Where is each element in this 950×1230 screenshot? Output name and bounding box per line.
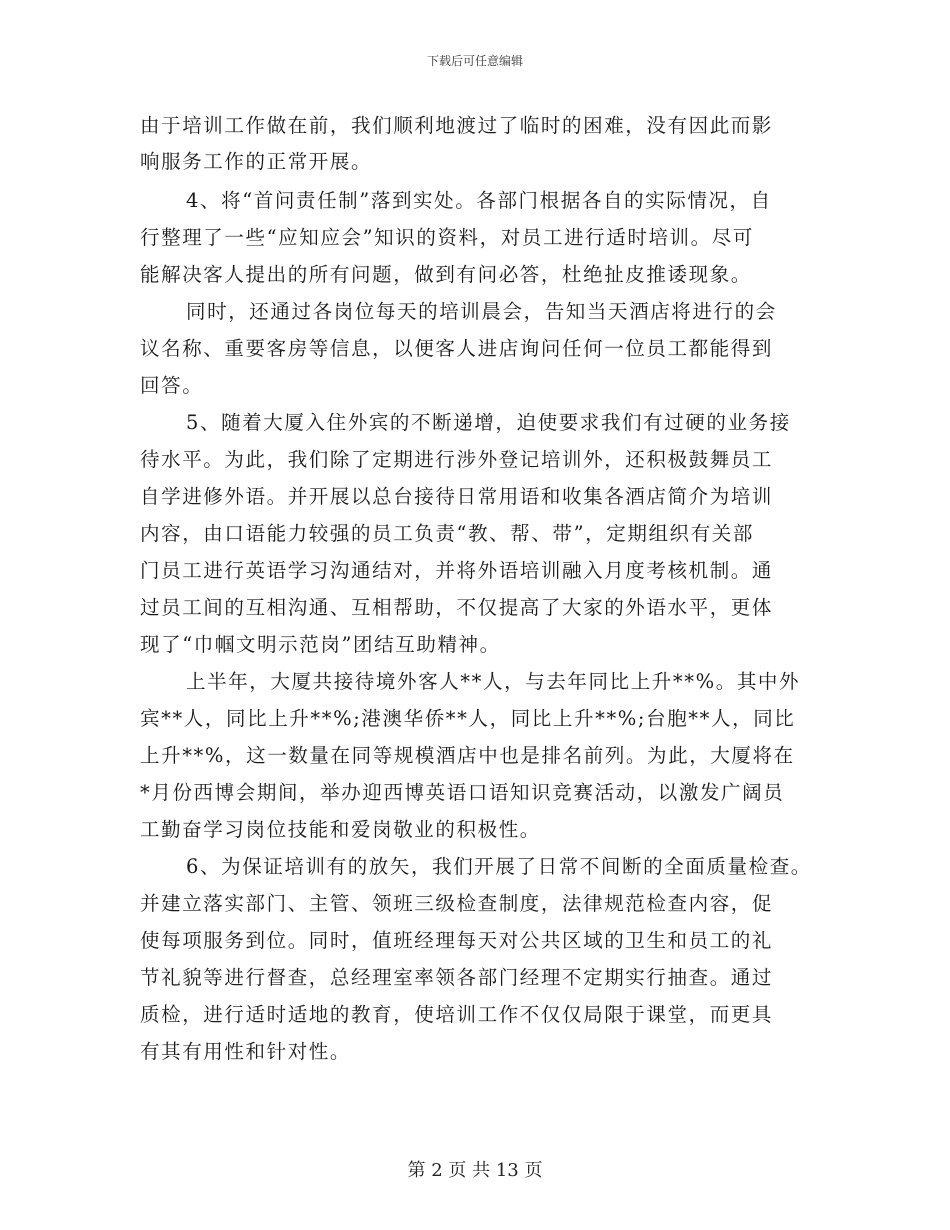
text-line: 节礼貌等进行督查，总经理室率领各部门经理不定期实行抽查。通过 [140, 966, 774, 989]
text-line: 5、随着大厦入住外宾的不断递增，迫使要求我们有过硬的业务接 [186, 411, 791, 434]
text-line: 6、为保证培训有的放矢，我们开展了日常不间断的全面质量检查。 [186, 855, 812, 878]
text-line: 自学进修外语。并开展以总台接待日常用语和收集各酒店简介为培训 [140, 485, 774, 508]
text-line: 现了“巾帼文明示范岗”团结互助精神。 [140, 633, 501, 656]
text-line: 同时，还通过各岗位每天的培训晨会，告知当天酒店将进行的会 [186, 300, 777, 323]
text-line: 待水平。为此，我们除了定期进行涉外登记培训外，还积极鼓舞员工 [140, 448, 774, 471]
text-line: 行整理了一些“应知应会”知识的资料，对员工进行适时培训。尽可 [140, 226, 754, 249]
text-line: *月份西博会期间，举办迎西博英语口语知识竞赛活动，以激发广阔员 [140, 781, 785, 804]
text-line: 响服务工作的正常开展。 [140, 150, 373, 173]
text-line: 过员工间的互相沟通、互相帮助，不仅提高了大家的外语水平，更体 [140, 596, 774, 619]
text-line: 上升**%，这一数量在同等规模酒店中也是排名前列。为此，大厦将在 [140, 744, 795, 767]
page-footer: 第 2 页 共 13 页 [407, 1160, 543, 1181]
text-line: 并建立落实部门、主管、领班三级检查制度，法律规范检查内容，促 [140, 892, 774, 915]
text-line: 使每项服务到位。同时，值班经理每天对公共区域的卫生和员工的礼 [140, 929, 774, 952]
text-line: 工勤奋学习岗位技能和爱岗敬业的积极性。 [140, 818, 541, 841]
text-line: 能解决客人提出的所有问题，做到有问必答，杜绝扯皮推诿现象。 [140, 263, 752, 286]
text-line: 门员工进行英语学习沟通结对，并将外语培训融入月度考核机制。通 [140, 559, 774, 582]
text-line: 宾**人，同比上升**%;港澳华侨**人，同比上升**%;台胞**人，同比 [140, 707, 796, 730]
page-header: 下载后可任意编辑 [426, 54, 523, 68]
text-line: 回答。 [140, 374, 204, 397]
text-line: 议名称、重要客房等信息，以便客人进店询问任何一位员工都能得到 [140, 337, 774, 360]
text-line: 质检，进行适时适地的教育，使培训工作不仅仅局限于课堂，而更具 [140, 1003, 774, 1026]
text-line: 有其有用性和针对性。 [140, 1040, 352, 1063]
text-line: 由于培训工作做在前，我们顺利地渡过了临时的困难，没有因此而影 [140, 114, 774, 137]
text-line: 内容，由口语能力较强的员工负责“教、帮、带”，定期组织有关部 [140, 522, 754, 545]
text-line: 4、将“首问责任制”落到实处。各部门根据各自的实际情况，自 [186, 189, 772, 212]
text-line: 上半年，大厦共接待境外客人**人，与去年同比上升**%。其中外 [186, 670, 801, 693]
